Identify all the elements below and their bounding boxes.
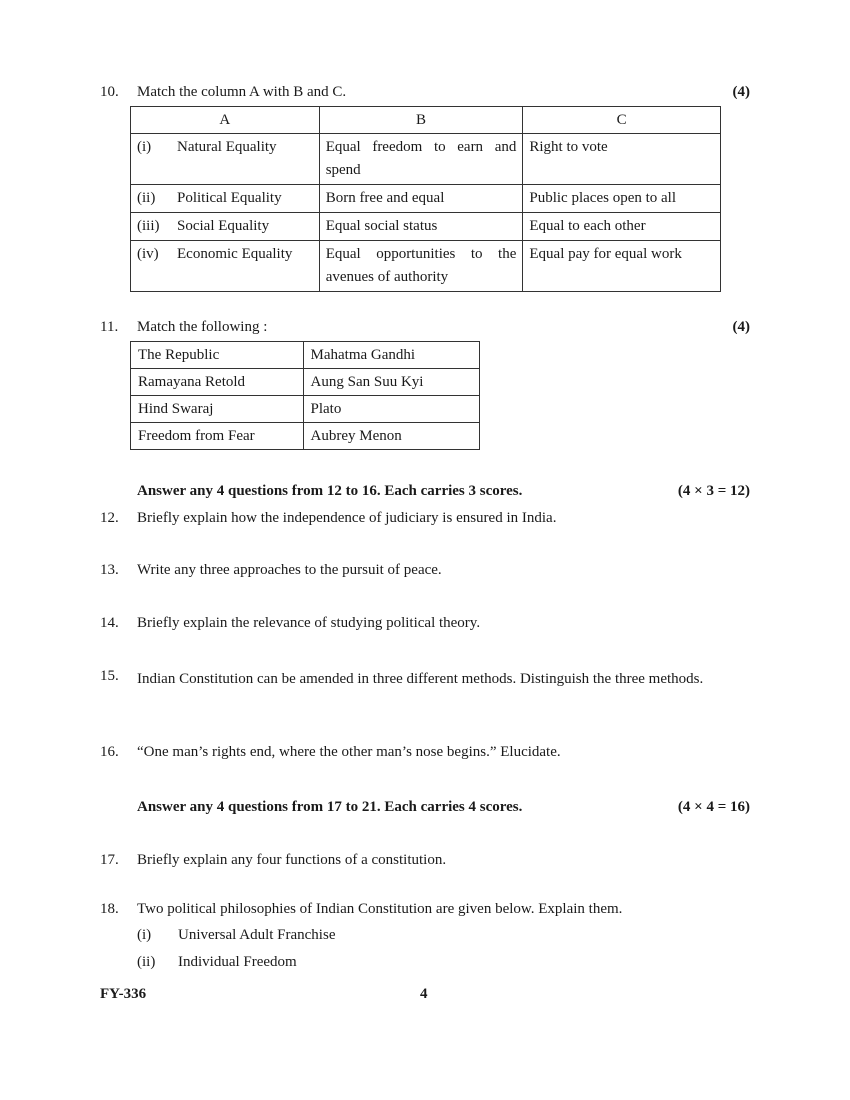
cell-c: Public places open to all <box>523 185 721 213</box>
roman-numeral: (i) <box>137 139 152 155</box>
cell-a-text: Economic Equality <box>177 246 293 262</box>
cell-a-text: Natural Equality <box>177 139 277 155</box>
cell-right: Mahatma Gandhi <box>303 342 479 369</box>
cell-right: Aung San Suu Kyi <box>303 369 479 396</box>
page-number: 4 <box>420 986 428 1002</box>
cell-a <box>131 134 320 185</box>
question-11-text: Match the following : <box>137 319 268 335</box>
cell-left: Freedom from Fear <box>131 423 304 450</box>
section-instruction-12-16: Answer any 4 questions from 12 to 16. Each carries 3 scores. <box>137 483 523 499</box>
question-14-text: Briefly explain the relevance of studying political theory. <box>137 615 481 631</box>
cell-b: Born free and equal <box>319 185 523 213</box>
question-18-number: 18. <box>100 901 119 917</box>
roman-numeral: (ii) <box>137 190 156 206</box>
question-17-text: Briefly explain any four functions of a constitution. <box>137 852 447 868</box>
column-header-c: C <box>523 107 721 134</box>
sub-item-roman: (i) <box>137 927 152 943</box>
section-instruction-17-21: Answer any 4 questions from 17 to 21. Each carries 4 scores. <box>137 799 523 815</box>
table-row <box>131 369 480 396</box>
cell-a <box>131 241 320 292</box>
table-header-row <box>131 107 721 134</box>
roman-numeral: (iv) <box>137 246 159 262</box>
match-table-q11 <box>130 341 480 450</box>
question-10-text: Match the column A with B and C. <box>137 84 347 100</box>
column-header-b: B <box>319 107 523 134</box>
section-marks-17-21: (4 × 4 = 16) <box>677 799 750 815</box>
question-16-number: 16. <box>100 744 119 760</box>
roman-numeral: (iii) <box>137 218 160 234</box>
cell-left: The Republic <box>131 342 304 369</box>
match-table-q10 <box>130 106 721 292</box>
sub-item-text: Individual Freedom <box>178 954 297 970</box>
table-row <box>131 213 721 241</box>
cell-a-text: Political Equality <box>177 190 282 206</box>
paper-code: FY-336 <box>100 986 147 1002</box>
question-10-number: 10. <box>100 84 119 100</box>
table-row <box>131 396 480 423</box>
question-18-text: Two political philosophies of Indian Constitution are given below. Explain them. <box>137 901 623 917</box>
cell-c: Equal pay for equal work <box>523 241 721 292</box>
cell-b: Equal freedom to earn and spend <box>319 134 523 185</box>
table-row <box>131 134 721 185</box>
question-16-text: “One man’s rights end, where the other man’s nose begins.” Elucidate. <box>137 744 561 760</box>
table-row <box>131 185 721 213</box>
question-14-number: 14. <box>100 615 119 631</box>
sub-item-roman: (ii) <box>137 954 156 970</box>
cell-b: Equal social status <box>319 213 523 241</box>
cell-c: Right to vote <box>523 134 721 185</box>
question-12-number: 12. <box>100 510 119 526</box>
question-15-text: Indian Constitution can be amended in three different methods. Distinguish the three methods. <box>137 671 704 687</box>
table-row <box>131 423 480 450</box>
section-marks-12-16: (4 × 3 = 12) <box>677 483 750 499</box>
cell-c: Equal to each other <box>523 213 721 241</box>
question-11-number: 11. <box>100 319 119 335</box>
question-17-number: 17. <box>100 852 119 868</box>
question-13-number: 13. <box>100 562 119 578</box>
question-11-marks: (4) <box>732 319 750 335</box>
cell-b: Equal opportunities to the avenues of authority <box>319 241 523 292</box>
question-10-marks: (4) <box>732 84 750 100</box>
cell-left: Ramayana Retold <box>131 369 304 396</box>
question-13-text: Write any three approaches to the pursuit of peace. <box>137 562 442 578</box>
table-row <box>131 241 721 292</box>
table-row <box>131 342 480 369</box>
column-header-a: A <box>131 107 320 134</box>
cell-a <box>131 213 320 241</box>
cell-a-text: Social Equality <box>177 218 270 234</box>
question-12-text: Briefly explain how the independence of judiciary is ensured in India. <box>137 510 557 526</box>
cell-right: Plato <box>303 396 479 423</box>
question-15-number: 15. <box>100 668 119 684</box>
cell-right: Aubrey Menon <box>303 423 479 450</box>
cell-left: Hind Swaraj <box>131 396 304 423</box>
sub-item-text: Universal Adult Franchise <box>178 927 336 943</box>
cell-a <box>131 185 320 213</box>
